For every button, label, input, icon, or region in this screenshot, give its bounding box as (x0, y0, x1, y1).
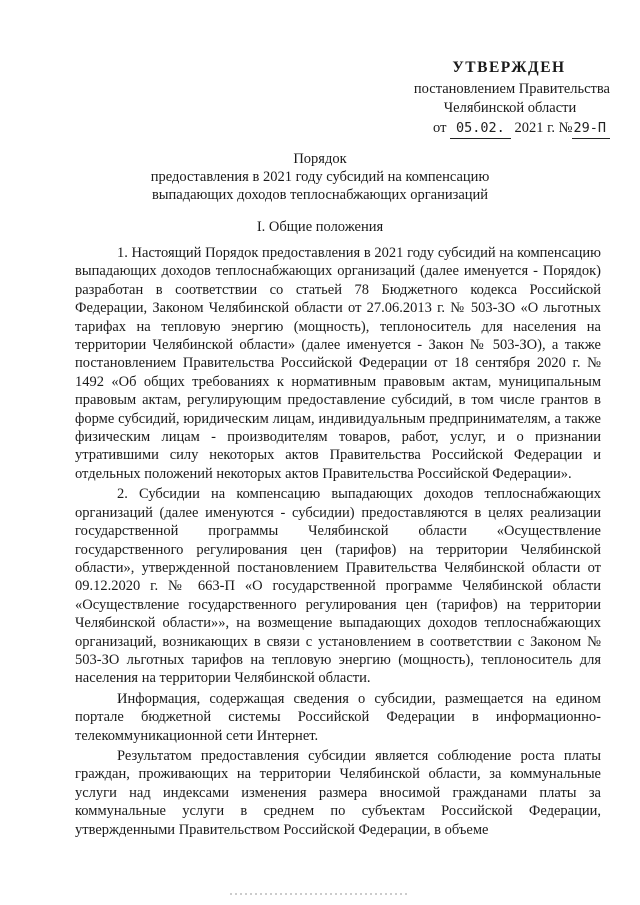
approval-stamp (388, 58, 610, 139)
title-line-3: выпадающих доходов теплоснабжающих организаций (151, 187, 489, 203)
scan-artifact (230, 893, 410, 895)
paragraph-3: Информация, содержащая сведения о субсидии, размещается на едином портале бюджетной системы Российской Федерации в информационно-телекоммуникационной сети Интернет. (75, 690, 601, 744)
approval-date-line (388, 119, 610, 139)
approval-date: 05.02. (456, 120, 505, 136)
title-line-1: Порядок (293, 151, 347, 167)
approval-prefix: от (433, 120, 447, 136)
approval-number: 29-П (573, 120, 606, 136)
approval-line-1: постановлением Правительства (413, 81, 610, 97)
paragraph-1: 1. Настоящий Порядок предоставления в 2021 году субсидий на компенсацию выпадающих доходов теплоснабжающих организаций (далее именуется - Порядок) разработан в соответствии со статьей 78 Бюджетного кодекса Российской Федерации, Законом Челябинской области от 27.06.2013 г. № 503-ЗО «О льготных тарифах на тепловую энергию (мощность), теплоноситель для населения на территории Челябинской области» (далее именуется - Закон № 503-ЗО), а также постановлением Правительства Российской Федерации от 18 сентября 2020 г. № 1492 «Об общих требованиях к нормативным правовым актам, муниципальным правовым актам, регулирующим предоставление субсидий, в том числе грантов в форме субсидий, юридическим лицам, индивидуальным предпринимателям, а также физическим лицам - производителям товаров, работ, услуг, и о признании утратившими силу некоторых актов Правительства Российской Федерации и отдельных положений некоторых актов Правительства Российской Федерации». (75, 245, 601, 482)
paragraph-2: 2. Субсидии на компенсацию выпадающих доходов теплоснабжающих организаций (далее именуются - субсидии) предоставляются в целях реализации государственной программы Челябинской области «Осуществление государственного регулирования цен (тарифов) на территории Челябинской области», утвержденной постановлением Правительства Челябинской области от 09.12.2020 г. № 663-П «О государственной программе Челябинской области «Осуществление государственного регулирования цен (тарифов) на территории Челябинской области»», на возмещение выпадающих доходов теплоснабжающих организаций, возникающих в связи с установлением в соответствии с Законом № 503-ЗО льготных тарифов на тепловую энергию (мощность), теплоноситель для населения на территории Челябинской области. (75, 486, 601, 687)
document-body (75, 244, 601, 839)
approval-line-2: Челябинской области (443, 100, 577, 116)
approval-heading: УТВЕРЖДЕН (452, 59, 566, 76)
section-heading: I. Общие положения (256, 219, 384, 235)
document-title (80, 150, 560, 204)
approval-year: 2021 г. № (514, 120, 573, 136)
paragraph-4: Результатом предоставления субсидии является соблюдение роста платы граждан, проживающих на территории Челябинской области, за коммунальные услуги над индексами изменения размера вносимой гражданами платы за коммунальные услуги в среднем по субъектам Российской Федерации, утвержденными Правительством Российской Федерации, в объеме (75, 747, 601, 838)
title-line-2: предоставления в 2021 году субсидий на компенсацию (150, 169, 490, 185)
